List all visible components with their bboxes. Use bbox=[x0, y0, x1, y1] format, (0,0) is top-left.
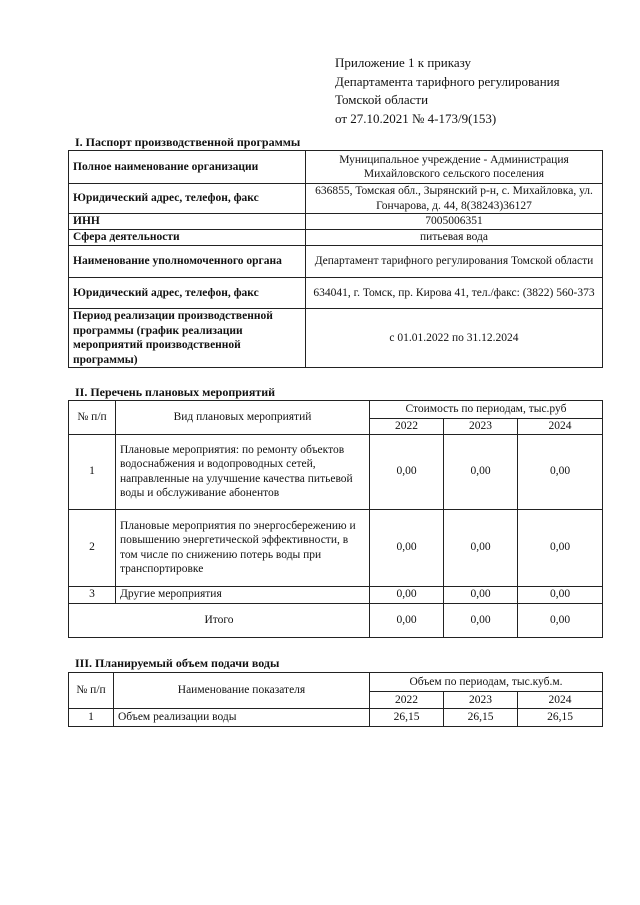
table-row bbox=[69, 709, 603, 727]
row-value: 0,00 bbox=[518, 586, 603, 603]
row-name: Объем реализации воды bbox=[114, 709, 370, 727]
col-header-volume: Объем по периодам, тыс.куб.м. bbox=[370, 673, 603, 692]
col-header-year: 2022 bbox=[370, 692, 444, 709]
row-value: 0,00 bbox=[370, 586, 444, 603]
section3-title: III. Планируемый объем подачи воды bbox=[75, 656, 280, 670]
col-header-cost: Стоимость по периодам, тыс.руб bbox=[370, 401, 603, 419]
row-name: Плановые мероприятия: по ремонту объектов водоснабжения и водопроводных сетей, направленные на улучшение качества питьевой воды и обслуживание абонентов bbox=[116, 434, 370, 509]
header-row bbox=[69, 401, 603, 419]
row-value: 26,15 bbox=[518, 709, 603, 727]
row-value: 0,00 bbox=[518, 509, 603, 586]
total-value: 0,00 bbox=[518, 603, 603, 637]
row-num: 1 bbox=[69, 709, 114, 727]
row-value: питьевая вода bbox=[306, 230, 603, 246]
row-label: Наименование уполномоченного органа bbox=[69, 246, 306, 278]
row-name: Другие мероприятия bbox=[116, 586, 370, 603]
row-value: 0,00 bbox=[444, 434, 518, 509]
col-header-name: Вид плановых мероприятий bbox=[116, 401, 370, 435]
header-line: от 27.10.2021 № 4-173/9(153) bbox=[335, 110, 497, 126]
row-label: ИНН bbox=[69, 214, 306, 230]
col-header-year: 2023 bbox=[444, 419, 518, 435]
row-value: 0,00 bbox=[444, 509, 518, 586]
header-line: Приложение 1 к приказу bbox=[335, 55, 472, 70]
table-row bbox=[69, 184, 603, 214]
col-header-year: 2024 bbox=[518, 419, 603, 435]
table-row bbox=[69, 309, 603, 368]
col-header-num: № п/п bbox=[69, 401, 116, 435]
col-header-name: Наименование показателя bbox=[114, 673, 370, 709]
row-label: Период реализации производственной программы (график реализации мероприятий производственной программы) bbox=[69, 309, 306, 368]
total-value: 0,00 bbox=[370, 603, 444, 637]
row-value: Муниципальное учреждение - Администрация Михайловского сельского поселения bbox=[306, 151, 603, 184]
section1-title: I. Паспорт производственной программы bbox=[75, 135, 301, 149]
passport-table bbox=[68, 150, 603, 368]
table-row bbox=[69, 509, 603, 586]
row-value: 0,00 bbox=[370, 434, 444, 509]
col-header-year: 2022 bbox=[370, 419, 444, 435]
table-row bbox=[69, 278, 603, 309]
table-row bbox=[69, 434, 603, 509]
col-header-num: № п/п bbox=[69, 673, 114, 709]
header-row bbox=[69, 673, 603, 692]
row-value: 0,00 bbox=[370, 509, 444, 586]
row-value: 634041, г. Томск, пр. Кирова 41, тел./факс: (3822) 560-373 bbox=[306, 278, 603, 309]
row-value: 26,15 bbox=[370, 709, 444, 727]
col-header-year: 2024 bbox=[518, 692, 603, 709]
appendix-header bbox=[335, 54, 560, 128]
table-row bbox=[69, 230, 603, 246]
row-label: Юридический адрес, телефон, факс bbox=[69, 278, 306, 309]
measures-table bbox=[68, 400, 603, 638]
row-value: 0,00 bbox=[518, 434, 603, 509]
total-value: 0,00 bbox=[444, 603, 518, 637]
row-value: 636855, Томская обл., Зырянский р-н, с. Михайловка, ул. Гончарова, д. 44, 8(38243)36127 bbox=[306, 184, 603, 214]
table-row bbox=[69, 214, 603, 230]
row-value: 26,15 bbox=[444, 709, 518, 727]
row-label: Полное наименование организации bbox=[69, 151, 306, 184]
row-name: Плановые мероприятия по энергосбережению и повышению энергетической эффективности, в том числе по снижению потерь воды при транспортировке bbox=[116, 509, 370, 586]
table-row bbox=[69, 151, 603, 184]
row-value: Департамент тарифного регулирования Томской области bbox=[306, 246, 603, 278]
row-num: 1 bbox=[69, 434, 116, 509]
col-header-year: 2023 bbox=[444, 692, 518, 709]
table-row bbox=[69, 246, 603, 278]
row-num: 3 bbox=[69, 586, 116, 603]
total-label: Итого bbox=[69, 603, 370, 637]
section2-title: II. Перечень плановых мероприятий bbox=[75, 385, 276, 399]
header-line: Томской области bbox=[335, 92, 429, 107]
row-value: 7005006351 bbox=[306, 214, 603, 230]
row-label: Юридический адрес, телефон, факс bbox=[69, 184, 306, 214]
row-value: 0,00 bbox=[444, 586, 518, 603]
row-num: 2 bbox=[69, 509, 116, 586]
row-value: с 01.01.2022 по 31.12.2024 bbox=[306, 309, 603, 368]
header-line: Департамента тарифного регулирования bbox=[335, 73, 560, 89]
total-row bbox=[69, 603, 603, 637]
water-volume-table bbox=[68, 672, 603, 727]
row-label: Сфера деятельности bbox=[69, 230, 306, 246]
table-row bbox=[69, 586, 603, 603]
